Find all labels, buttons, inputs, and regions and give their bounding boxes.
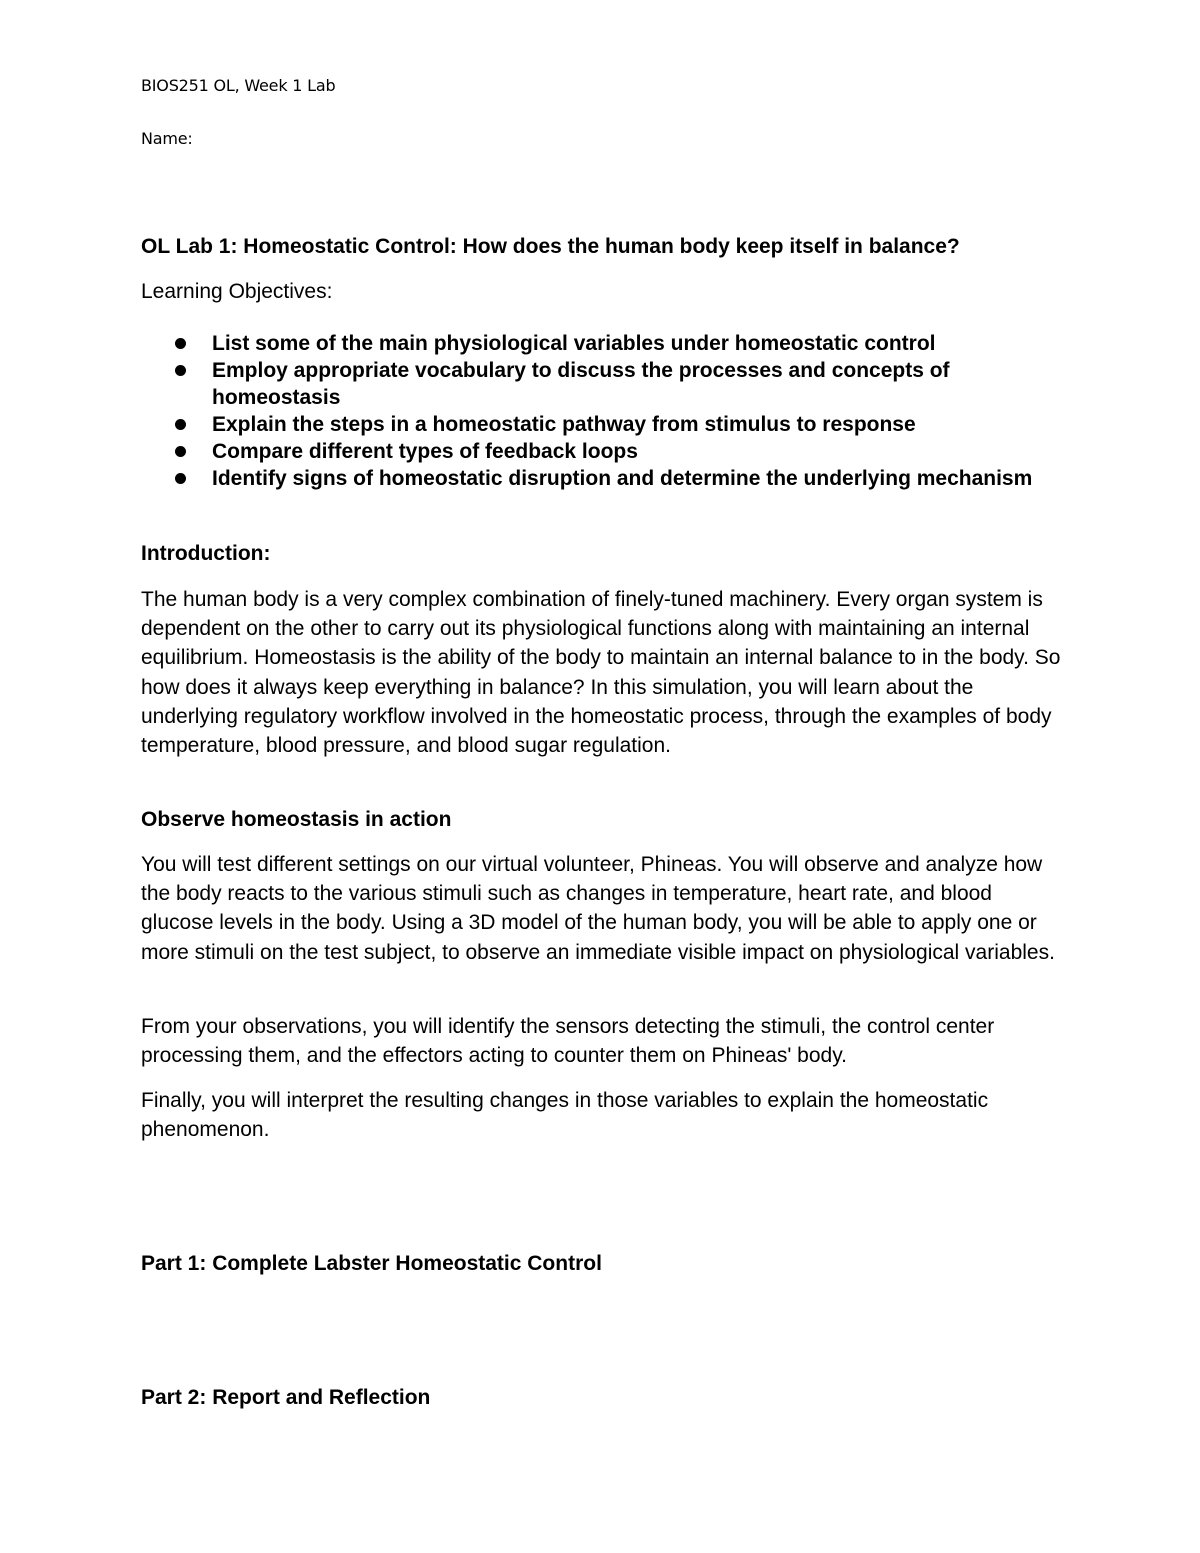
part-1-heading: Part 1: Complete Labster Homeostatic Control bbox=[141, 1252, 602, 1275]
objective-text: Explain the steps in a homeostatic pathway from stimulus to response bbox=[212, 413, 916, 436]
objective-text: List some of the main physiological variables under homeostatic control bbox=[212, 332, 936, 355]
lab-title: OL Lab 1: Homeostatic Control: How does the human body keep itself in balance? bbox=[141, 235, 960, 258]
introduction-paragraph: The human body is a very complex combination of finely-tuned machinery. Every organ system is dependent on the other to carry out its physiological functions along with maintaining an internal equilibrium. Homeostasis is the ability of the body to maintain an internal balance to in the body. So how does it always keep everything in balance? In this simulation, you will learn about the underlying regulatory workflow involved in the homeostatic process, through the examples of body temperature, blood pressure, and blood sugar regulation. bbox=[141, 588, 1061, 758]
name-label: Name: bbox=[141, 129, 193, 148]
list-item bbox=[141, 411, 1071, 438]
observe-paragraph-2: From your observations, you will identify the sensors detecting the stimuli, the control center processing them, and the effectors acting to counter them on Phineas' body. bbox=[141, 1015, 995, 1068]
objective-text: Compare different types of feedback loops bbox=[212, 440, 638, 463]
observe-paragraph-3: Finally, you will interpret the resulting changes in those variables to explain the homeostatic phenomenon. bbox=[141, 1089, 989, 1142]
list-item bbox=[141, 438, 1071, 465]
observe-heading: Observe homeostasis in action bbox=[141, 808, 452, 831]
objective-text: Identify signs of homeostatic disruption and determine the underlying mechanism bbox=[212, 467, 1033, 490]
learning-objectives-list bbox=[141, 330, 1071, 492]
introduction-heading: Introduction: bbox=[141, 542, 271, 565]
list-item bbox=[141, 330, 1071, 357]
bullet-icon bbox=[175, 473, 186, 484]
list-item bbox=[141, 465, 1071, 492]
course-header: BIOS251 OL, Week 1 Lab bbox=[141, 76, 336, 95]
bullet-icon bbox=[175, 446, 186, 457]
bullet-icon bbox=[175, 419, 186, 430]
learning-objectives-label: Learning Objectives: bbox=[141, 280, 333, 303]
list-item bbox=[141, 357, 1071, 411]
bullet-icon bbox=[175, 365, 186, 376]
observe-paragraph-1: You will test different settings on our virtual volunteer, Phineas. You will observe and analyze how the body reacts to the various stimuli such as changes in temperature, heart rate, and blood glucose levels in the body. Using a 3D model of the human body, you will be able to apply one or more stimuli on the test subject, to observe an immediate visible impact on physiological variables. bbox=[141, 853, 1055, 964]
part-2-heading: Part 2: Report and Reflection bbox=[141, 1386, 431, 1409]
bullet-icon bbox=[175, 338, 186, 349]
objective-text: Employ appropriate vocabulary to discuss the processes and concepts of homeostasis bbox=[212, 359, 950, 409]
